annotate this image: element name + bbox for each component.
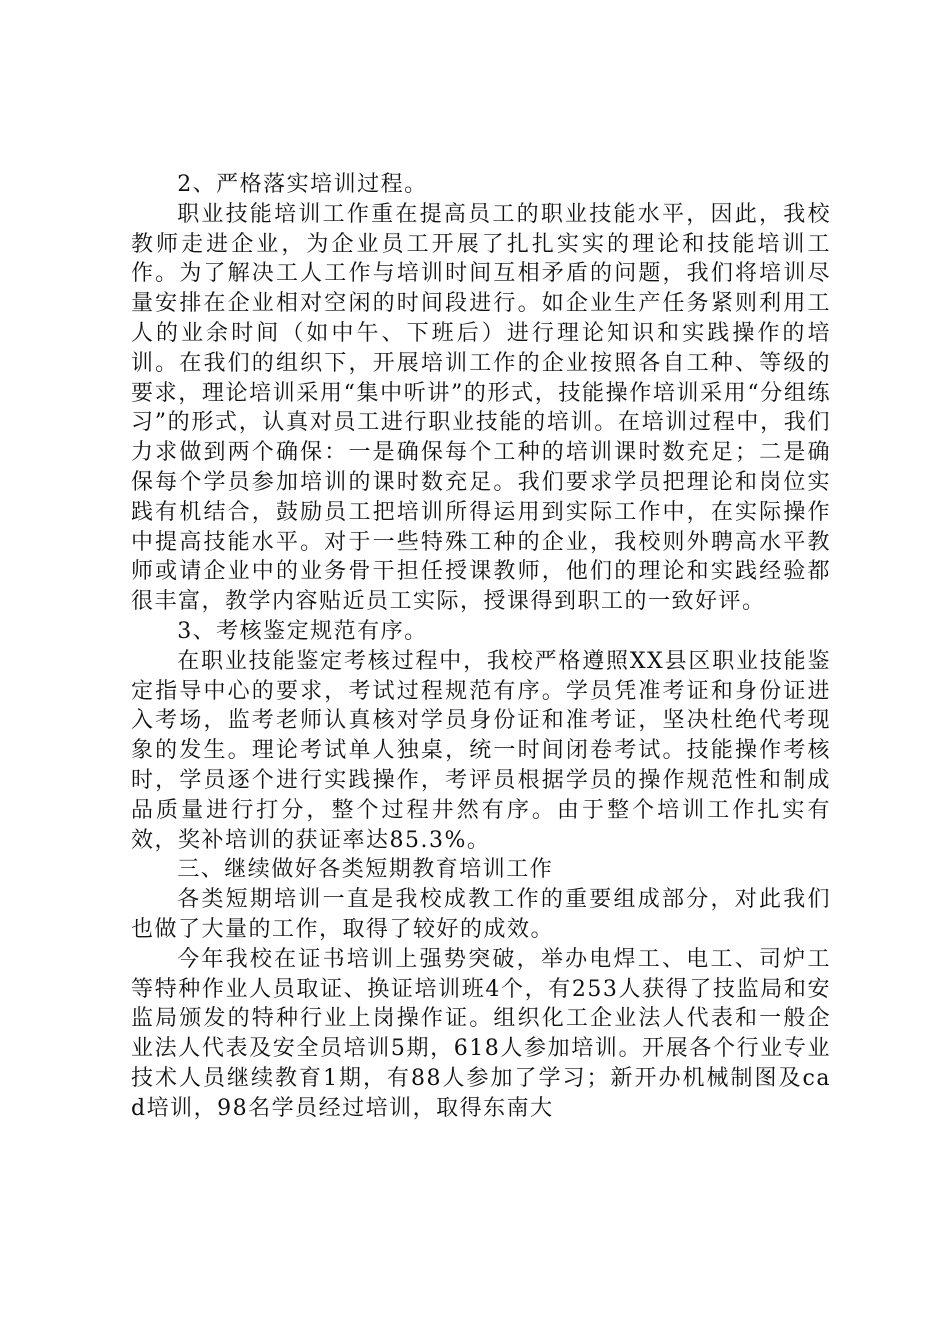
section-heading: 2、严格落实培训过程。 (177, 172, 428, 197)
body-paragraph: 职业技能培训工作重在提高员工的职业技能水平，因此，我校教师走进企业，为企业员工开展了扎扎实实的理论和技能培训工作。为了解决工人工作与培训时间互相矛盾的问题，我们将培训尽量安排在企业相对空闲的时间段进行。如企业生产任务紧则利用工人的业余时间（如中午、下班后）进行理论知识和实践操作的培训。在我们的组织下，开展培训工作的企业按照各自工种、等级的要求，理论培训采用“集中听讲”的形式，技能操作培训采用“分组练习”的形式，认真对员工进行职业技能的培训。在培训过程中，我们力求做到两个确保：一是确保每个工种的培训课时数充足；二是确保每个学员参加培训的课时数充足。我们要求学员把理论和岗位实践有机结合，鼓励员工把培训所得运用到实际工作中，在实际操作中提高技能水平。对于一些特殊工种的企业，我校则外聘高水平教师或请企业中的业务骨干担任授课教师，他们的理论和实践经验都很丰富，教学内容贴近员工实际，授课得到职工的一致好评。 (131, 201, 831, 615)
body-paragraph: 在职业技能鉴定考核过程中，我校严格遵照XX县区职业技能鉴定指导中心的要求，考试过程规范有序。学员凭准考证和身份证进入考场，监考老师认真核对学员身份证和准考证，坚决杜绝代考现象的发生。理论考试单人独桌，统一时间闭卷考试。技能操作考核时，学员逐个进行实践操作，考评员根据学员的操作规范性和制成品质量进行打分，整个过程井然有序。由于整个培训工作扎实有效，奖补培训的获证率达85.3%。 (131, 648, 831, 853)
section-heading: 3、考核鉴定规范有序。 (177, 618, 428, 644)
section-heading: 三、继续做好各类短期教育培训工作 (177, 857, 554, 883)
document-body (131, 170, 831, 1124)
body-paragraph: 今年我校在证书培训上强势突破，举办电焊工、电工、司炉工等特种作业人员取证、换证培训班4个，有253人获得了技监局和安监局颁发的特种行业上岗操作证。组织化工企业法人代表和一般企业法人代表及安全员培训5期，618人参加培训。开展各个行业专业技术人员继续教育1期，有88人参加了学习；新开办机械制图及cad培训，98名学员经过培训，取得东南大 (131, 946, 831, 1121)
body-paragraph: 各类短期培训一直是我校成教工作的重要组成部分，对此我们也做了大量的工作，取得了较好的成效。 (131, 887, 831, 942)
